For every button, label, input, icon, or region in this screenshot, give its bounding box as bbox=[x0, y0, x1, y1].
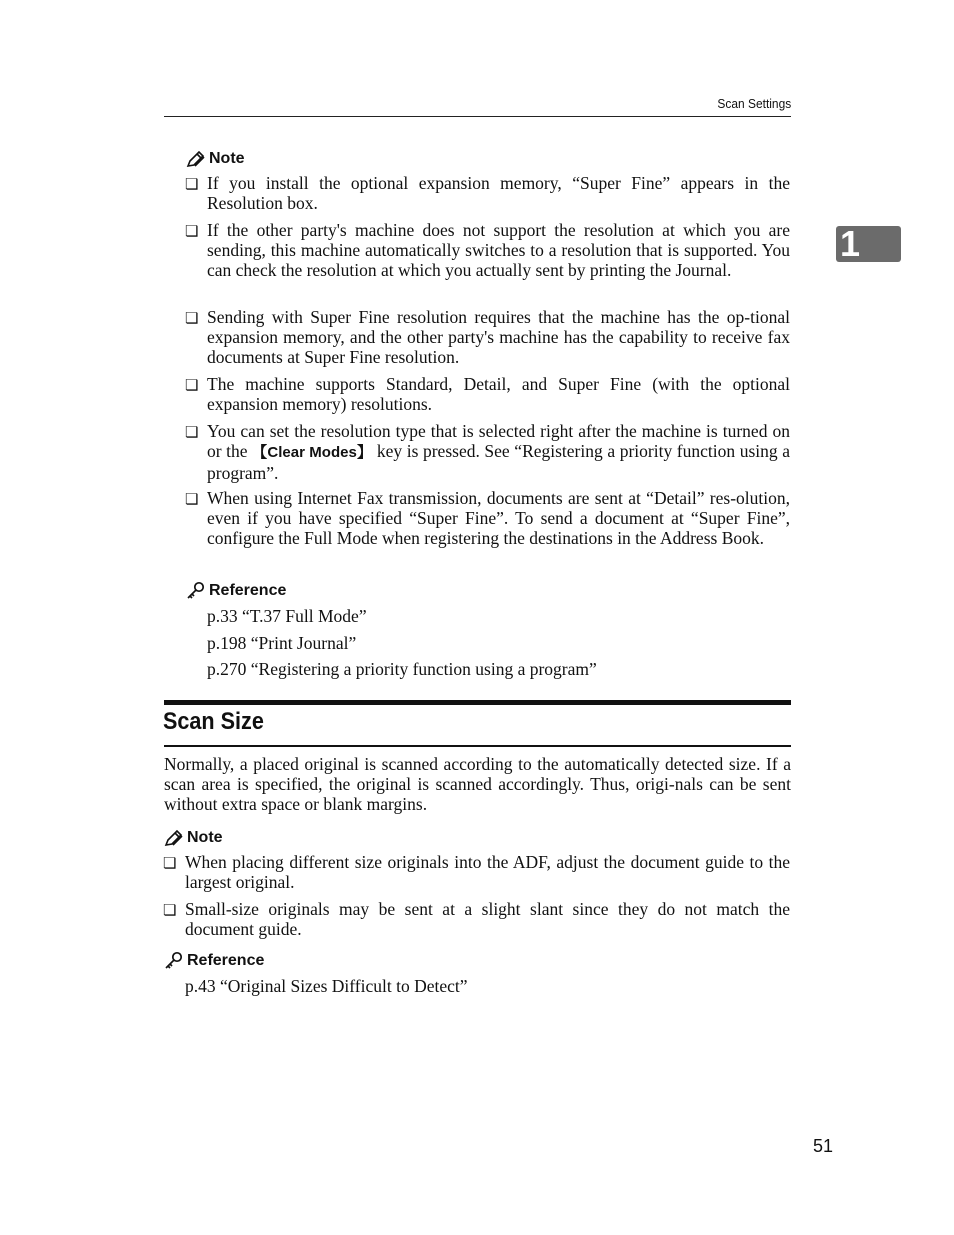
note-item bbox=[185, 220, 790, 281]
checkbox-bullet-icon: ❏ bbox=[185, 425, 199, 441]
running-header-title: Scan Settings bbox=[717, 96, 791, 111]
note-item-text: When placing different size originals into the ADF, adjust the document guide to the largest original. bbox=[185, 852, 790, 893]
reference-link[interactable]: p.33 “T.37 Full Mode” bbox=[207, 606, 367, 626]
checkbox-bullet-icon: ❏ bbox=[185, 311, 199, 327]
page-number: 51 bbox=[813, 1136, 834, 1156]
checkbox-bullet-icon: ❏ bbox=[185, 378, 199, 394]
note-label: Note bbox=[187, 829, 223, 846]
note-item-text: Small-size originals may be sent at a slight slant since they do not match the document guide. bbox=[185, 899, 790, 940]
note-item bbox=[163, 852, 790, 893]
clear-modes-key: 【Clear Modes】 bbox=[252, 444, 373, 462]
section-title: Scan Size bbox=[163, 708, 264, 735]
note-item-text: Sending with Super Fine resolution requires that the machine has the op-tional expansion memory, and the other party's machine has the capability to receive fax documents at Super Fine resolution. bbox=[207, 307, 790, 368]
note-item bbox=[185, 374, 790, 415]
reference-heading bbox=[186, 581, 286, 601]
reference-label: Reference bbox=[209, 582, 287, 599]
section-rule-bottom bbox=[164, 745, 791, 747]
note-item-text: The machine supports Standard, Detail, and Super Fine (with the optional expansion memory) resolutions. bbox=[207, 374, 790, 415]
note-item bbox=[163, 899, 790, 940]
note-item bbox=[185, 173, 790, 214]
note-item bbox=[185, 488, 790, 549]
checkbox-bullet-icon: ❏ bbox=[163, 856, 177, 872]
pencil-icon bbox=[164, 829, 184, 847]
checkbox-bullet-icon: ❏ bbox=[185, 492, 199, 508]
note-item bbox=[185, 307, 790, 368]
key-icon bbox=[164, 951, 184, 971]
note-label: Note bbox=[209, 150, 245, 167]
pencil-icon bbox=[186, 150, 206, 168]
note-item bbox=[185, 421, 790, 484]
reference-link[interactable]: p.198 “Print Journal” bbox=[207, 633, 357, 653]
note-item-text: When using Internet Fax transmission, documents are sent at “Detail” res-olution, even if you have specified “Super Fine”. To send a document at “Super Fine”, configure the Full Mode when registering the destinations in the Address Book. bbox=[207, 488, 790, 549]
reference-link[interactable]: p.43 “Original Sizes Difficult to Detect” bbox=[185, 976, 468, 996]
reference-heading bbox=[164, 951, 264, 971]
chapter-number: 1 bbox=[840, 223, 861, 264]
note-item-text-before: You can set the resolution type that is selected right after the machine is turned on or the bbox=[207, 421, 790, 462]
section-intro: Normally, a placed original is scanned according to the automatically detected size. If a scan area is specified, the original is scanned accordingly. Thus, origi-nals can be sent without extra space or blank margins. bbox=[164, 754, 791, 815]
note-item-text: If you install the optional expansion memory, “Super Fine” appears in the Resolution box. bbox=[207, 173, 790, 214]
note-heading bbox=[164, 829, 223, 847]
chapter-tab bbox=[836, 223, 901, 264]
note-heading bbox=[186, 150, 245, 168]
reference-link[interactable]: p.270 “Registering a priority function using a program” bbox=[207, 659, 597, 679]
note-item-text-after: key is pressed. See “Registering a priority function using a program”. bbox=[207, 441, 790, 484]
checkbox-bullet-icon: ❏ bbox=[185, 224, 199, 240]
checkbox-bullet-icon: ❏ bbox=[163, 903, 177, 919]
note-item-text: If the other party's machine does not support the resolution at which you are sending, this machine automatically switches to a resolution that is supported. You can check the resolution at which you actually sent by printing the Journal. bbox=[207, 220, 790, 281]
reference-label: Reference bbox=[187, 952, 265, 969]
checkbox-bullet-icon: ❏ bbox=[185, 177, 199, 193]
key-icon bbox=[186, 581, 206, 601]
running-header bbox=[164, 96, 791, 117]
section-rule-top bbox=[164, 700, 791, 705]
